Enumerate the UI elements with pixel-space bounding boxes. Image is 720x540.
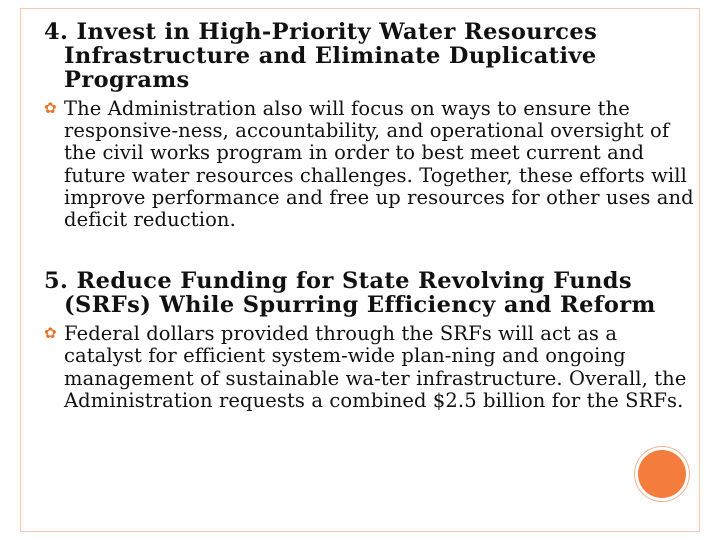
leaf-bullet-icon: ✿	[44, 99, 57, 117]
bullet-text: Federal dollars provided through the SRFs will act as a catalyst for efficient system-wide plan-ning and ongoing management of sustainable wa-ter infrastructure. Overall, the Administration requests a combined $2.5 billion for the SRFs.	[64, 322, 687, 412]
bullet-item	[44, 98, 694, 231]
bullet-text: The Administration also will focus on ways to ensure the responsive-ness, accountability, and operational oversight of the civil works program in order to best meet current and future water resources challenges. Together, these efforts will improve performance and free up resources for other uses and deficit reduction.	[64, 97, 694, 232]
section-heading: 5. Reduce Funding for State Revolving Funds (SRFs) While Spurring Efficiency and Reform	[44, 268, 656, 319]
section-5	[44, 269, 694, 412]
leaf-bullet-icon: ✿	[44, 324, 57, 343]
decorative-orange-circle	[638, 450, 686, 498]
section-heading: 4. Invest in High-Priority Water Resources Infrastructure and Eliminate Duplicative Programs	[44, 19, 598, 93]
slide-content	[44, 20, 694, 412]
section-4	[44, 20, 694, 231]
bullet-item	[44, 323, 694, 412]
